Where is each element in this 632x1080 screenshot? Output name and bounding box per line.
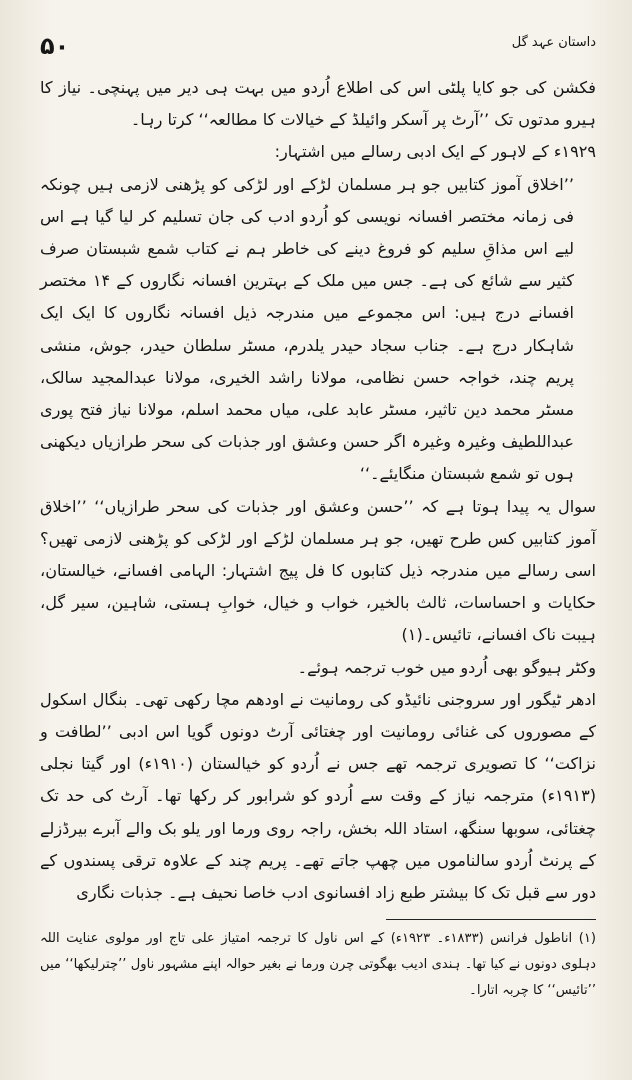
paragraph: وکٹر ہیوگو بھی اُردو میں خوب ترجمہ ہوئے۔ <box>297 657 596 677</box>
paragraph: ادھر ٹیگور اور سروجنی نائیڈو کی رومانیت نے اودھم مچا رکھی تھی۔ بنگال اسکول کے مصوروں کی غنائی رومانیت اور چغتائی آرٹ دونوں گویا اس ادبی ’’لطافت و نزاکت‘‘ کا تصویری ترجمہ تھے جس نے اُردو کو خیالستان (۱۹۱۰ء) اور گیتا نجلی (۱۹۱۳ء) مترجمہ نیاز کے وقت سے اُردو کو شرابور کر رکھا تھا۔ آرٹ کی حد تک چغتائی، سوبھا سنگھ، استاد اللہ بخش، راجہ روی ورما اور یلو بک والے آبرے بیرڈزلے کے پرنٹ اُردو سالناموں میں چھپ جاتے تھے۔ پریم چند کے علاوہ ترقی پسندوں کے دور سے قبل تک کا بیشتر طبع زاد افسانوی ادب خاصا نحیف ہے۔ جذبات نگاری <box>40 689 596 903</box>
footnotes <box>40 926 596 1004</box>
quoted-advertisement: ’’اخلاق آموز کتابیں جو ہر مسلمان لڑکے اور لڑکی کو پڑھنی لازمی ہیں چونکہ فی زمانہ مختصر افسانہ نویسی کو اُردو ادب کی جان تسلیم کر لیا گیا ہے اس لیے اس مذاقِ سلیم کو فروغ دینے کی خاطر ہم نے کتاب شمع شبستان صرف کثیر سے شائع کی ہے۔ جس میں ملک کے بہترین افسانہ نگاروں کے ۱۴ مختصر افسانے درج ہیں: اس مجموعے میں مندرجہ ذیل افسانہ نگاروں کا ایک ایک شاہکار درج ہے۔ جناب سجاد حیدر یلدرم، مسٹر سلطان حیدر، جوش، منشی پریم چند، خواجہ حسن نظامی، مولانا راشد الخیری، مولانا عبدالمجید سالک، مسٹر محمد دین تاثیر، مسٹر عابد علی، میاں محمد اسلم، مولانا نیاز فتح پوری عبداللطیف وغیرہ وغیرہ اگر حسن وعشق اور جذبات کی سحر طرازیاں دیکھنی ہوں تو شمع شبستان منگایئے۔‘‘ <box>40 174 574 484</box>
running-head: داستان عہد گل <box>511 35 596 50</box>
paragraph: سوال یہ پیدا ہوتا ہے کہ ’’حسن وعشق اور جذبات کی سحر طرازیاں‘‘ ’’اخلاق آموز کتابیں کس طرح تھیں، جو ہر مسلمان لڑکے اور لڑکی کو پڑھنی لازمی تھیں؟ اسی رسالے میں مندرجہ ذیل کتابوں کا فل پیج اشتہار: الہامی افسانے، خیالستان، حکایات و احساسات، ثالث بالخیر، خواب و خیال، خوابِ ہستی، شاہین، سیر گل، ہیبت ناک افسانے، تائیس۔(۱) <box>40 496 596 645</box>
body-text <box>40 72 596 909</box>
page-header <box>40 34 596 72</box>
paragraph: فکشن کی جو کایا پلٹی اس کی اطلاع اُردو میں بہت ہی دیر میں پہنچی۔ نیاز کا ہیرو مدتوں تک ’’آرٹ پر آسکر وائیلڈ کے خیالات کا مطالعہ‘‘ کرتا رہا۔ <box>40 78 596 130</box>
footnote-divider <box>386 919 596 920</box>
paragraph: ۱۹۲۹ء کے لاہور کے ایک ادبی رسالے میں اشتہار: <box>274 142 596 162</box>
page-number: ۵۰ <box>40 32 70 60</box>
footnote: (۱) اناطول فرانس (۱۸۳۳ء۔ ۱۹۲۳ء) کے اس ناول کا ترجمہ امتیاز علی تاج اور مولوی عنایت اللہ دہلوی دونوں نے کیا تھا۔ ہندی ادیب بھگوتی چرن ورما نے بغیر حوالہ اپنے مشہور ناول ’’چترلیکھا‘‘ میں ’’تائیس‘‘ کا چربہ اتارا۔ <box>40 931 596 999</box>
